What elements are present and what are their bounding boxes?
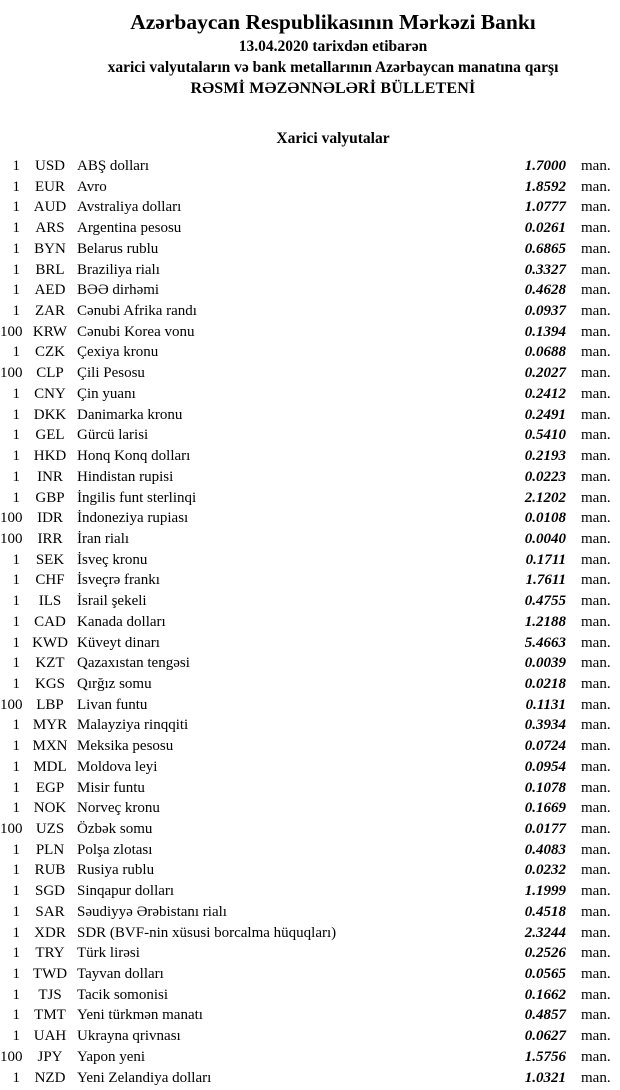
currency-code: LBP xyxy=(36,696,64,713)
currency-name: Cənubi Afrika randı xyxy=(77,303,197,320)
rate-value: 0.0040 xyxy=(524,530,566,547)
rate-row xyxy=(0,158,620,179)
rate-row xyxy=(0,1028,620,1049)
unit-quantity: 1 xyxy=(12,675,20,692)
rate-row xyxy=(0,738,620,759)
currency-name: Küveyt dinarı xyxy=(77,634,160,651)
currency-name: Yeni türkmən manatı xyxy=(77,1007,203,1024)
manat-unit-label: man. xyxy=(581,365,611,382)
currency-name: ABŞ dolları xyxy=(77,158,150,174)
manat-unit-label: man. xyxy=(581,986,611,1003)
unit-quantity: 1 xyxy=(12,945,20,962)
rate-value: 0.0108 xyxy=(524,510,566,527)
currency-name: Livan funtu xyxy=(77,696,148,713)
manat-unit-label: man. xyxy=(581,344,611,361)
rate-row xyxy=(0,552,620,573)
unit-quantity: 1 xyxy=(12,966,20,983)
unit-quantity: 1 xyxy=(12,448,20,465)
manat-unit-label: man. xyxy=(581,779,611,796)
rate-value: 0.4083 xyxy=(524,841,566,858)
currency-code: SAR xyxy=(35,903,65,920)
rate-value: 0.1394 xyxy=(524,323,566,340)
document-header xyxy=(50,9,616,99)
rate-value: 0.6865 xyxy=(524,240,566,257)
manat-unit-label: man. xyxy=(581,966,611,983)
currency-name: Qırğız somu xyxy=(77,675,152,692)
unit-quantity: 1 xyxy=(12,572,20,589)
manat-unit-label: man. xyxy=(581,220,611,237)
currency-code: TMT xyxy=(34,1007,66,1024)
rate-row xyxy=(0,282,620,303)
rate-value: 0.5410 xyxy=(524,427,566,444)
manat-unit-label: man. xyxy=(581,178,611,195)
bank-title: Azərbaycan Respublikasının Mərkəzi Bankı xyxy=(130,10,536,34)
manat-unit-label: man. xyxy=(581,945,611,962)
unit-quantity: 1 xyxy=(12,220,20,237)
currency-code: CNY xyxy=(34,385,66,402)
unit-quantity: 1 xyxy=(12,261,20,278)
currency-name: İsveçrə frankı xyxy=(77,572,160,589)
currency-code: KRW xyxy=(32,323,68,340)
subtitle-line: xarici valyutaların və bank metallarının Azərbaycan manatına qarşı xyxy=(107,59,559,76)
rate-value: 0.0565 xyxy=(524,966,566,983)
unit-quantity: 100 xyxy=(0,1048,23,1065)
unit-quantity: 100 xyxy=(0,323,23,340)
rate-row xyxy=(0,697,620,718)
effective-date-line: 13.04.2020 tarixdən etibarən xyxy=(238,38,428,55)
rate-value: 2.1202 xyxy=(524,489,566,506)
currency-code: DKK xyxy=(33,406,67,423)
unit-quantity: 1 xyxy=(12,883,20,900)
currency-code: BYN xyxy=(34,240,66,257)
currency-code: ZAR xyxy=(35,303,65,320)
rate-row xyxy=(0,925,620,946)
rate-row xyxy=(0,1070,620,1090)
manat-unit-label: man. xyxy=(581,883,611,900)
rate-value: 1.2188 xyxy=(524,613,566,630)
currency-name: Yeni Zelandiya dolları xyxy=(77,1069,212,1086)
currency-name: Danimarka kronu xyxy=(77,406,183,423)
manat-unit-label: man. xyxy=(581,593,611,610)
currency-code: NOK xyxy=(33,800,67,817)
currency-code: EGP xyxy=(35,779,65,796)
rate-row xyxy=(0,510,620,531)
currency-name: Rusiya rublu xyxy=(77,862,155,879)
unit-quantity: 1 xyxy=(12,903,20,920)
rate-value: 0.0954 xyxy=(524,758,566,775)
rate-row xyxy=(0,469,620,490)
manat-unit-label: man. xyxy=(581,406,611,423)
unit-quantity: 1 xyxy=(12,1069,20,1086)
rate-row xyxy=(0,262,620,283)
currency-code: HKD xyxy=(33,448,67,465)
currency-name: Qazaxıstan tengəsi xyxy=(77,655,190,672)
rate-row xyxy=(0,386,620,407)
rate-value: 0.0688 xyxy=(524,344,566,361)
currency-name: Moldova leyi xyxy=(77,758,158,775)
rate-value: 0.1131 xyxy=(525,696,566,713)
rate-value: 0.0177 xyxy=(524,821,566,837)
unit-quantity: 1 xyxy=(12,158,20,174)
currency-code: GBP xyxy=(35,489,65,506)
rate-value: 0.0039 xyxy=(524,655,566,672)
unit-quantity: 1 xyxy=(12,738,20,755)
rate-value: 1.1999 xyxy=(524,883,566,900)
rate-row xyxy=(0,987,620,1008)
rate-value: 0.2526 xyxy=(524,945,566,962)
manat-unit-label: man. xyxy=(581,261,611,278)
currency-code: MYR xyxy=(32,717,68,734)
manat-unit-label: man. xyxy=(581,489,611,506)
rate-value: 0.4755 xyxy=(524,593,566,610)
manat-unit-label: man. xyxy=(581,530,611,547)
currency-code: AED xyxy=(34,282,66,299)
rate-row xyxy=(0,365,620,386)
currency-code: SEK xyxy=(35,551,65,568)
manat-unit-label: man. xyxy=(581,572,611,589)
rate-row xyxy=(0,490,620,511)
manat-unit-label: man. xyxy=(581,158,611,174)
currency-code: UAH xyxy=(33,1028,67,1045)
manat-unit-label: man. xyxy=(581,240,611,257)
manat-unit-label: man. xyxy=(581,1069,611,1086)
manat-unit-label: man. xyxy=(581,199,611,216)
bulletin-title: RƏSMİ MƏZƏNNƏLƏRİ BÜLLETENİ xyxy=(190,80,476,97)
currency-name: İsrail şekeli xyxy=(77,593,147,610)
currency-name: SDR (BVF-nin xüsusi borcalma hüquqları) xyxy=(77,924,337,941)
rate-value: 0.3934 xyxy=(524,717,566,734)
unit-quantity: 1 xyxy=(12,178,20,195)
rate-row xyxy=(0,324,620,345)
currency-name: Türk lirəsi xyxy=(77,945,140,962)
unit-quantity: 1 xyxy=(12,800,20,817)
rate-value: 1.0321 xyxy=(524,1069,566,1086)
currency-name: İran rialı xyxy=(77,530,130,547)
rate-row xyxy=(0,241,620,262)
rate-row xyxy=(0,759,620,780)
manat-unit-label: man. xyxy=(581,675,611,692)
currency-name: Hindistan rupisi xyxy=(77,468,174,485)
currency-name: Cənubi Korea vonu xyxy=(77,323,195,340)
unit-quantity: 1 xyxy=(12,1028,20,1045)
manat-unit-label: man. xyxy=(581,696,611,713)
manat-unit-label: man. xyxy=(581,903,611,920)
currency-code: NZD xyxy=(34,1069,66,1086)
rate-value: 0.1711 xyxy=(525,551,566,568)
currency-name: Honq Konq dolları xyxy=(77,448,191,465)
unit-quantity: 100 xyxy=(0,530,23,547)
unit-quantity: 1 xyxy=(12,199,20,216)
currency-code: TRY xyxy=(35,945,65,962)
rate-value: 1.5756 xyxy=(524,1048,566,1065)
currency-code: TWD xyxy=(32,966,68,983)
currency-code: MXN xyxy=(32,738,68,755)
currency-code: CLP xyxy=(36,365,64,382)
manat-unit-label: man. xyxy=(581,1048,611,1065)
currency-code: MDL xyxy=(33,758,67,775)
currency-name: Sinqapur dolları xyxy=(77,883,175,900)
manat-unit-label: man. xyxy=(581,841,611,858)
unit-quantity: 1 xyxy=(12,468,20,485)
unit-quantity: 100 xyxy=(0,821,23,837)
currency-name: Özbək somu xyxy=(77,821,153,837)
rate-value: 0.4857 xyxy=(524,1007,566,1024)
currency-name: İsveç kronu xyxy=(77,551,148,568)
unit-quantity: 1 xyxy=(12,717,20,734)
rate-row xyxy=(0,614,620,635)
unit-quantity: 100 xyxy=(0,365,23,382)
unit-quantity: 1 xyxy=(12,924,20,941)
currency-code: XDR xyxy=(34,924,66,941)
currency-name: İndoneziya rupiası xyxy=(77,510,189,527)
rate-row xyxy=(0,344,620,365)
manat-unit-label: man. xyxy=(581,1028,611,1045)
currency-name: Çili Pesosu xyxy=(77,365,145,382)
manat-unit-label: man. xyxy=(581,323,611,340)
rate-row xyxy=(0,179,620,200)
section-title-foreign-currencies: Xarici valyutalar xyxy=(276,130,390,147)
currency-name: Belarus rublu xyxy=(77,240,159,257)
rate-value: 0.0724 xyxy=(524,738,566,755)
rate-row xyxy=(0,303,620,324)
currency-code: AUD xyxy=(33,199,67,216)
currency-name: Çin yuanı xyxy=(77,385,136,402)
rate-row xyxy=(0,635,620,656)
currency-code: CHF xyxy=(35,572,65,589)
unit-quantity: 1 xyxy=(12,1007,20,1024)
rate-value: 0.0937 xyxy=(524,303,566,320)
currency-code: RUB xyxy=(34,862,66,879)
currency-name: Kanada dolları xyxy=(77,613,166,630)
manat-unit-label: man. xyxy=(581,282,611,299)
rate-value: 0.4518 xyxy=(524,903,566,920)
manat-unit-label: man. xyxy=(581,655,611,672)
rate-row xyxy=(0,780,620,801)
rate-value: 0.1662 xyxy=(524,986,566,1003)
rate-value: 0.0261 xyxy=(524,220,566,237)
unit-quantity: 1 xyxy=(12,758,20,775)
rate-value: 0.1669 xyxy=(524,800,566,817)
currency-code: USD xyxy=(34,158,65,174)
rate-value: 5.4663 xyxy=(524,634,566,651)
rate-value: 0.4628 xyxy=(524,282,566,299)
manat-unit-label: man. xyxy=(581,862,611,879)
rate-value: 0.2193 xyxy=(524,448,566,465)
currency-name: Çexiya kronu xyxy=(77,344,159,361)
manat-unit-label: man. xyxy=(581,758,611,775)
manat-unit-label: man. xyxy=(581,427,611,444)
currency-code: CZK xyxy=(35,344,65,361)
rate-value: 0.1078 xyxy=(524,779,566,796)
manat-unit-label: man. xyxy=(581,613,611,630)
rate-value: 1.8592 xyxy=(524,178,566,195)
rate-row xyxy=(0,676,620,697)
manat-unit-label: man. xyxy=(581,821,611,837)
unit-quantity: 1 xyxy=(12,613,20,630)
unit-quantity: 1 xyxy=(12,655,20,672)
currency-name: Meksika pesosu xyxy=(77,738,174,755)
unit-quantity: 1 xyxy=(12,344,20,361)
manat-unit-label: man. xyxy=(581,1007,611,1024)
currency-code: KWD xyxy=(32,634,68,651)
currency-code: IRR xyxy=(37,530,63,547)
manat-unit-label: man. xyxy=(581,717,611,734)
currency-name: Misir funtu xyxy=(77,779,145,796)
rate-row xyxy=(0,427,620,448)
rate-row xyxy=(0,655,620,676)
rate-value: 0.2491 xyxy=(524,406,566,423)
currency-name: Gürcü larisi xyxy=(77,427,149,444)
rate-row xyxy=(0,966,620,987)
currency-code: BRL xyxy=(35,261,65,278)
rate-row xyxy=(0,572,620,593)
rate-row xyxy=(0,862,620,883)
manat-unit-label: man. xyxy=(581,510,611,527)
currency-code: KZT xyxy=(35,655,65,672)
rate-row xyxy=(0,531,620,552)
rate-value: 0.3327 xyxy=(524,261,566,278)
manat-unit-label: man. xyxy=(581,385,611,402)
currency-name: İngilis funt sterlinqi xyxy=(77,489,197,506)
unit-quantity: 1 xyxy=(12,862,20,879)
unit-quantity: 1 xyxy=(12,841,20,858)
unit-quantity: 1 xyxy=(12,779,20,796)
currency-code: PLN xyxy=(35,841,65,858)
rate-value: 1.7000 xyxy=(524,158,566,174)
unit-quantity: 1 xyxy=(12,427,20,444)
rate-row xyxy=(0,220,620,241)
currency-code: EUR xyxy=(35,178,65,195)
unit-quantity: 1 xyxy=(12,240,20,257)
rate-value: 0.2027 xyxy=(524,365,566,382)
unit-quantity: 1 xyxy=(12,986,20,1003)
currency-code: UZS xyxy=(35,821,65,837)
rate-row xyxy=(0,1049,620,1070)
rate-value: 0.0627 xyxy=(524,1028,566,1045)
unit-quantity: 1 xyxy=(12,282,20,299)
currency-name: Yapon yeni xyxy=(77,1048,146,1065)
currency-code: IDR xyxy=(37,510,63,527)
currency-name: Tayvan dolları xyxy=(77,966,164,983)
rate-row xyxy=(0,821,620,842)
unit-quantity: 1 xyxy=(12,303,20,320)
currency-code: GEL xyxy=(35,427,65,444)
manat-unit-label: man. xyxy=(581,551,611,568)
rate-row xyxy=(0,199,620,220)
currency-code: CAD xyxy=(34,613,66,630)
rate-value: 0.2412 xyxy=(524,385,566,402)
unit-quantity: 1 xyxy=(12,593,20,610)
unit-quantity: 1 xyxy=(12,634,20,651)
manat-unit-label: man. xyxy=(581,800,611,817)
exchange-rates-table xyxy=(0,158,620,1090)
manat-unit-label: man. xyxy=(581,924,611,941)
currency-code: JPY xyxy=(37,1048,63,1065)
rate-value: 0.0218 xyxy=(524,675,566,692)
unit-quantity: 100 xyxy=(0,696,23,713)
currency-name: Ukrayna qrivnası xyxy=(77,1028,181,1045)
manat-unit-label: man. xyxy=(581,468,611,485)
rate-row xyxy=(0,883,620,904)
manat-unit-label: man. xyxy=(581,634,611,651)
manat-unit-label: man. xyxy=(581,738,611,755)
currency-name: Polşa zlotası xyxy=(77,841,153,858)
rate-row xyxy=(0,448,620,469)
rate-row xyxy=(0,593,620,614)
currency-name: Argentina pesosu xyxy=(77,220,182,237)
unit-quantity: 1 xyxy=(12,406,20,423)
rate-value: 1.0777 xyxy=(524,199,566,216)
rate-row xyxy=(0,842,620,863)
rate-row xyxy=(0,407,620,428)
rate-value: 0.0223 xyxy=(524,468,566,485)
unit-quantity: 1 xyxy=(12,489,20,506)
currency-code: ARS xyxy=(35,220,65,237)
currency-code: SGD xyxy=(34,883,65,900)
rate-value: 0.0232 xyxy=(524,862,566,879)
currency-name: Norveç kronu xyxy=(77,800,160,817)
unit-quantity: 1 xyxy=(12,385,20,402)
rate-row xyxy=(0,800,620,821)
manat-unit-label: man. xyxy=(581,448,611,465)
currency-code: TJS xyxy=(38,986,62,1003)
currency-name: BƏƏ dirhəmi xyxy=(77,282,160,299)
unit-quantity: 100 xyxy=(0,510,23,527)
currency-code: KGS xyxy=(34,675,65,692)
currency-name: Malayziya rinqqiti xyxy=(77,717,189,734)
currency-code: INR xyxy=(37,468,63,485)
rate-row xyxy=(0,904,620,925)
rate-row xyxy=(0,1007,620,1028)
rate-row xyxy=(0,945,620,966)
rate-row xyxy=(0,717,620,738)
currency-name: Avro xyxy=(77,178,107,195)
manat-unit-label: man. xyxy=(581,303,611,320)
rate-value: 1.7611 xyxy=(525,572,566,589)
currency-name: Braziliya rialı xyxy=(77,261,160,278)
currency-name: Tacik somonisi xyxy=(77,986,169,1003)
currency-code: ILS xyxy=(38,593,62,610)
currency-name: Səudiyyə Ərəbistanı rialı xyxy=(77,903,227,920)
rate-value: 2.3244 xyxy=(524,924,566,941)
currency-name: Avstraliya dolları xyxy=(77,199,182,216)
unit-quantity: 1 xyxy=(12,551,20,568)
